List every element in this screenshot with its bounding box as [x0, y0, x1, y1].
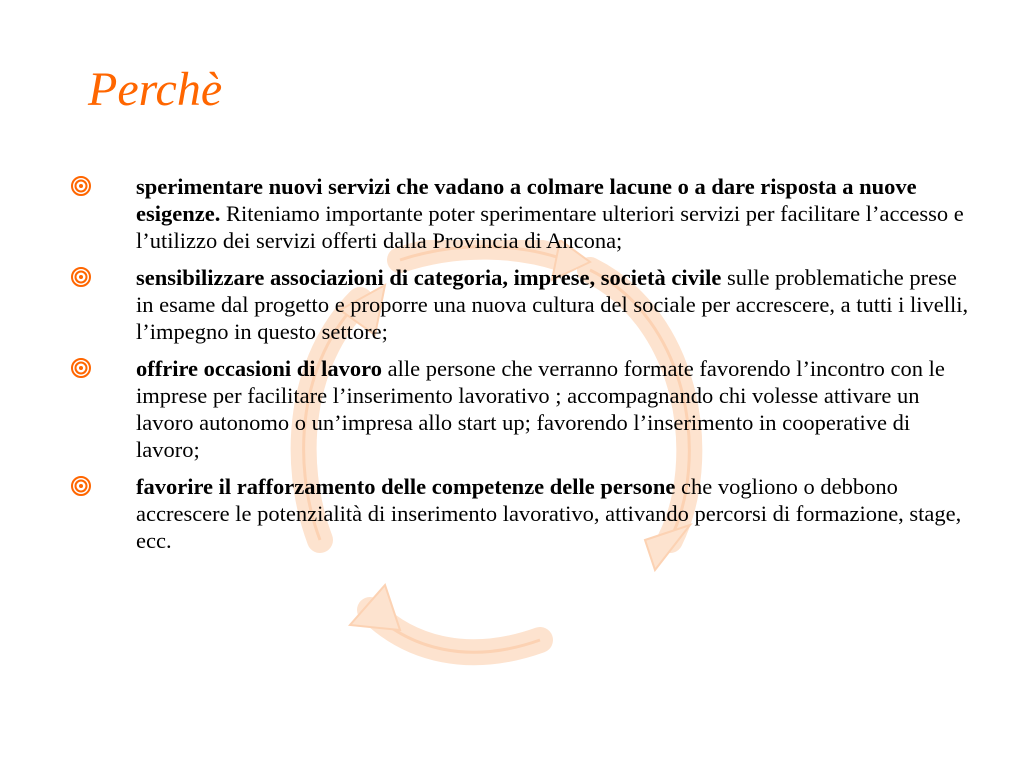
bullseye-bullet-icon	[70, 357, 92, 379]
slide-title: Perchè	[88, 63, 223, 116]
bullet-bold-text: favorire il rafforzamento delle competenze delle persone	[136, 474, 676, 499]
bullet-list	[70, 173, 970, 564]
bullet-item	[70, 173, 970, 254]
bullseye-bullet-icon	[70, 266, 92, 288]
bullet-item	[70, 473, 970, 554]
bullet-bold-text: offrire occasioni di lavoro	[136, 356, 383, 381]
bullet-text: Riteniamo importante poter sperimentare ulteriori servizi per facilitare l’accesso e l’utilizzo dei servizi offerti dalla Provincia di Ancona;	[136, 201, 964, 253]
bullseye-bullet-icon	[70, 475, 92, 497]
bullet-bold-text: sperimentare nuovi servizi che vadano a colmare lacune o a dare risposta a nuove esigenze.	[136, 174, 917, 226]
bullet-item	[70, 264, 970, 345]
bullet-text: alle persone che verranno formate favorendo l’incontro con le imprese per facilitare l’inserimento lavorativo ; accompagnando chi volesse attivare un lavoro autonomo o un’impresa allo start up; favorendo l’inserimento in cooperative di lavoro;	[136, 356, 945, 462]
bullet-item	[70, 355, 970, 463]
bullet-text: che vogliono o debbono accrescere le potenzialità di inserimento lavorativo, attivando percorsi di formazione, stage, ecc.	[136, 474, 962, 553]
bullseye-bullet-icon	[70, 175, 92, 197]
bullet-bold-text: sensibilizzare associazioni di categoria, imprese, società civile	[136, 265, 722, 290]
bullet-text: sulle problematiche prese in esame dal progetto e proporre una nuova cultura del sociale per accrescere, a tutti i livelli, l’impegno in questo settore;	[136, 265, 969, 344]
